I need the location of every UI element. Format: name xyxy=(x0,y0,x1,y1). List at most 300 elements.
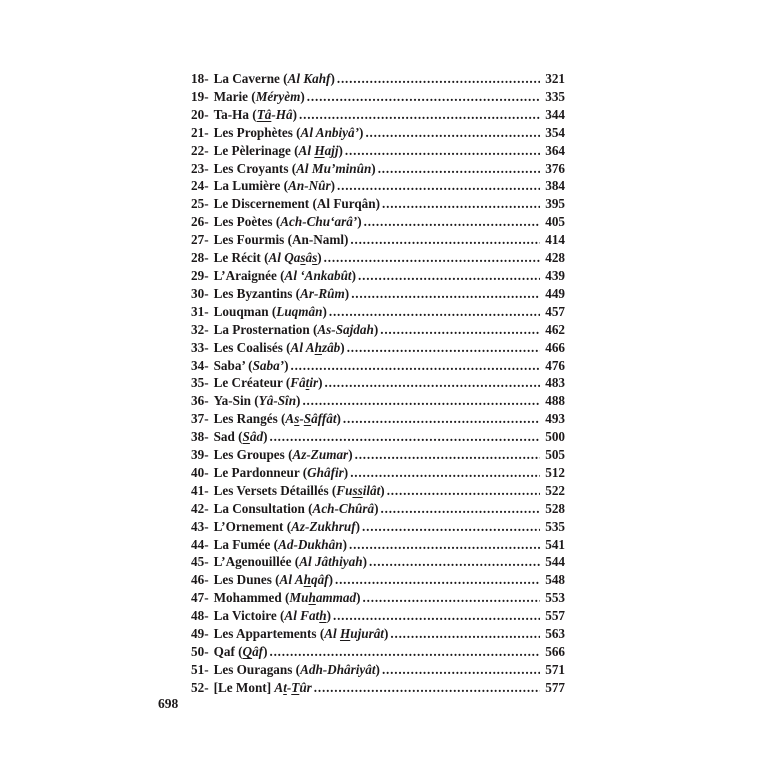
toc-entry-title-segment: ) xyxy=(359,124,364,140)
toc-entry-title-segment: As-Sajdah xyxy=(317,321,374,337)
toc-entry-title-segment: La Fumée ( xyxy=(213,536,279,552)
dot-leader xyxy=(329,303,540,321)
toc-entry-page: 512 xyxy=(545,464,565,480)
toc-entry-title xyxy=(214,410,341,428)
toc-entry-title-segment: ) xyxy=(351,267,356,283)
toc-entry-title-segment: Adh-Dhâriyât xyxy=(300,661,376,677)
toc-entry-title-segment: Ach-Chu‘arâ’ xyxy=(280,214,358,230)
toc-entry-title-segment: h xyxy=(319,608,327,624)
toc-entry-title-segment: ) xyxy=(284,357,289,373)
toc-entry-title xyxy=(214,428,268,446)
toc-entry xyxy=(191,446,565,464)
toc-entry-page: 462 xyxy=(545,321,565,337)
toc-entry-page: 488 xyxy=(545,393,565,409)
dot-leader xyxy=(337,177,540,195)
toc-entry xyxy=(191,518,565,536)
toc-entry-title-segment: Marie ( xyxy=(213,88,256,104)
toc-entry xyxy=(191,160,565,178)
dot-leader xyxy=(378,160,541,178)
toc-entry-title-segment: ) xyxy=(328,572,333,588)
toc-entry-title xyxy=(214,124,364,142)
toc-entry-page: 335 xyxy=(545,88,565,104)
dot-leader xyxy=(381,500,541,518)
toc-entry-title xyxy=(214,142,343,160)
toc-entry-title-segment: La Consultation ( xyxy=(213,500,313,516)
toc-entry-title-segment: Le Discernement (Al Furqân) xyxy=(213,196,381,212)
toc-entry-title-segment: ) xyxy=(362,554,367,570)
toc-entry-title xyxy=(214,464,349,482)
toc-entry xyxy=(191,482,565,500)
toc-entry xyxy=(191,88,565,106)
toc-entry xyxy=(191,392,565,410)
toc-entry-title xyxy=(214,321,379,339)
toc-entry-title-segment: La Prosternation ( xyxy=(213,321,318,337)
toc-entry-title xyxy=(214,446,353,464)
toc-entry-title-segment: s xyxy=(300,250,306,266)
toc-entry-page: 414 xyxy=(545,232,565,248)
toc-entry xyxy=(191,553,565,571)
toc-entry-page: 449 xyxy=(545,285,565,301)
dot-leader xyxy=(355,446,541,464)
dot-leader xyxy=(299,106,540,124)
toc-entry xyxy=(191,267,565,285)
toc-entry-title-segment: A xyxy=(285,411,295,427)
toc-entry-page: 522 xyxy=(545,482,565,498)
dot-leader xyxy=(387,482,541,500)
toc-entry-title-segment: ) xyxy=(317,250,322,266)
toc-entry-title xyxy=(214,231,349,249)
toc-entry-title-segment: Les Appartements ( xyxy=(213,626,325,642)
toc-entry-title xyxy=(214,392,301,410)
toc-entry-page: 557 xyxy=(545,608,565,624)
toc-entry-title-segment: Les Groupes ( xyxy=(213,447,293,463)
dot-leader xyxy=(333,607,540,625)
dot-leader xyxy=(314,679,540,697)
toc-entry-title-segment: Az-Zumar xyxy=(292,447,349,463)
toc-entry-title-segment: ujurât xyxy=(350,626,384,642)
dot-leader xyxy=(347,339,541,357)
toc-entry-title-segment: âffât xyxy=(311,411,337,427)
toc-entry-number: 44- xyxy=(191,536,209,552)
dot-leader xyxy=(380,321,540,339)
toc-entry-page: 364 xyxy=(545,142,565,158)
toc-entry-number: 35- xyxy=(191,375,209,391)
toc-entry-title-segment: S xyxy=(303,411,312,427)
toc-entry-title-segment: Saba’ xyxy=(252,357,285,373)
toc-entry-number: 19- xyxy=(191,88,209,104)
toc-entry-number: 47- xyxy=(191,590,209,606)
toc-entry-number: 20- xyxy=(191,106,209,122)
toc-entry-page: 428 xyxy=(545,250,565,266)
toc-entry xyxy=(191,428,565,446)
toc-entry-page: 457 xyxy=(545,303,565,319)
toc-entry-title-segment: Le Pèlerinage ( xyxy=(213,142,299,158)
toc-entry-page: 541 xyxy=(545,536,565,552)
toc-entry xyxy=(191,410,565,428)
toc-entry-number: 37- xyxy=(191,411,209,427)
toc-entry-title xyxy=(214,339,345,357)
dot-leader xyxy=(390,625,540,643)
toc-entry-title-segment: Les Croyants ( xyxy=(213,160,297,176)
toc-entry-title-segment: ) xyxy=(330,71,335,86)
toc-entry-title-segment: Les Ouragans ( xyxy=(213,661,301,677)
toc-entry-page: 544 xyxy=(545,554,565,570)
toc-entry-title-segment: ) xyxy=(263,644,268,659)
toc-entry-page: 553 xyxy=(545,590,565,606)
toc-entry-title-segment: ) xyxy=(340,339,345,355)
toc-entry-title xyxy=(214,357,289,375)
dot-leader xyxy=(351,285,540,303)
toc-entry-number: 40- xyxy=(191,464,209,480)
toc-entry-title-segment: Louqman ( xyxy=(213,303,277,319)
toc-entry-title-segment: Mohammed ( xyxy=(213,590,290,606)
toc-entry-title-segment: Al xyxy=(298,142,315,158)
dot-leader xyxy=(324,249,541,267)
toc-entry-title-segment: ) xyxy=(343,464,349,480)
toc-entry-title-segment: Les Rangés ( xyxy=(213,411,286,427)
toc-entry-number: 21- xyxy=(191,124,209,140)
toc-entry-title-segment: Al Mu’minûn xyxy=(296,160,372,176)
toc-entry-title-segment: Al Anbiyâ’ xyxy=(300,124,360,140)
toc-entry-title-segment: ûr xyxy=(299,679,312,695)
toc-entry-title-segment: ) xyxy=(348,447,353,463)
toc-entry-page: 535 xyxy=(545,518,565,534)
toc-entry-title xyxy=(214,607,331,625)
dot-leader xyxy=(269,643,540,661)
toc-entry-title-segment: T xyxy=(291,679,300,695)
toc-entry-title-segment: Les Poètes ( xyxy=(213,214,281,230)
dot-leader xyxy=(382,195,540,213)
toc-entry-title-segment: ) xyxy=(355,518,361,534)
toc-entry-number: 32- xyxy=(191,321,209,337)
toc-entry-title-segment: â xyxy=(305,250,313,266)
toc-entry-title-segment: Al Fat xyxy=(284,608,320,624)
toc-entry-number: 34- xyxy=(191,357,209,373)
dot-leader xyxy=(350,464,540,482)
toc-entry-title xyxy=(214,70,335,88)
dot-leader xyxy=(363,589,541,607)
toc-entry-title-segment: Méryèm xyxy=(255,88,301,104)
toc-entry xyxy=(191,213,565,231)
toc-entry-title-segment: ) xyxy=(300,88,305,104)
toc-entry-number: 43- xyxy=(191,518,209,534)
toc-entry-title-segment: Al Kahf xyxy=(287,71,331,86)
toc-entry-title-segment: Q xyxy=(242,644,253,659)
toc-entry-title-segment: Le Créateur ( xyxy=(213,375,291,391)
toc-entry-number: 38- xyxy=(191,429,209,445)
toc-entry-number: 48- xyxy=(191,608,209,624)
toc-entry-title xyxy=(214,679,312,697)
toc-entry xyxy=(191,374,565,392)
toc-entry xyxy=(191,571,565,589)
toc-entry xyxy=(191,464,565,482)
toc-entry-title-segment: La Caverne ( xyxy=(213,71,288,86)
toc-entry xyxy=(191,643,565,661)
toc-entry-number: 36- xyxy=(191,393,209,409)
toc-entry-title-segment: Saba’ ( xyxy=(213,357,253,373)
toc-entry xyxy=(191,195,565,213)
toc-entry-page: 476 xyxy=(545,357,565,373)
toc-entry-title-segment: Le Récit ( xyxy=(213,250,269,266)
toc-entry-number: 33- xyxy=(191,339,209,355)
toc-entry-title-segment: Les Versets Détaillés ( xyxy=(213,482,337,498)
toc-entry-title-segment: Al Qa xyxy=(268,250,301,266)
toc-entry-title-segment: La Lumière ( xyxy=(213,178,289,194)
toc-entry-title xyxy=(214,267,356,285)
toc-entry-title-segment: Ar-Rûm xyxy=(300,285,345,301)
toc-entry-title xyxy=(214,213,362,231)
toc-list xyxy=(191,70,565,697)
toc-entry-page: 528 xyxy=(545,500,565,516)
toc-entry-number: 26- xyxy=(191,214,209,230)
toc-entry-title-segment: ss xyxy=(352,482,363,498)
toc-entry-page: 439 xyxy=(545,267,565,283)
toc-entry-title xyxy=(214,571,333,589)
toc-entry-title-segment: ) xyxy=(356,590,361,606)
toc-entry-title-segment: La Victoire ( xyxy=(213,608,285,624)
toc-entry-title xyxy=(214,482,385,500)
dot-leader xyxy=(345,142,540,160)
toc-entry-title-segment: qâf xyxy=(310,572,329,588)
toc-entry-title-segment: ) xyxy=(374,500,379,516)
toc-entry-page: 493 xyxy=(545,411,565,427)
toc-entry-title xyxy=(214,88,305,106)
toc-entry-title-segment: ) xyxy=(338,142,343,158)
toc-entry xyxy=(191,661,565,679)
toc-entry-title-segment: A xyxy=(274,679,284,695)
toc-entry-title-segment: ) xyxy=(326,608,331,624)
toc-entry-title-segment: t xyxy=(283,679,287,695)
toc-entry-title xyxy=(214,518,360,536)
dot-leader xyxy=(307,88,540,106)
toc-entry-title-segment: Ghâfir xyxy=(307,464,344,480)
toc-entry xyxy=(191,589,565,607)
toc-entry-title-segment: ) xyxy=(373,321,379,337)
dot-leader xyxy=(302,392,540,410)
toc-entry-title-segment: Les Coalisés ( xyxy=(213,339,291,355)
toc-entry-title-segment: Ad-Dukhân xyxy=(278,536,343,552)
dot-leader xyxy=(365,124,540,142)
toc-entry-title-segment: Ya-Sin ( xyxy=(213,393,259,409)
toc-entry-title-segment: ) xyxy=(342,536,347,552)
toc-entry-title-segment: ) xyxy=(322,303,327,319)
toc-entry-number: 28- xyxy=(191,250,209,266)
toc-entry-number: 23- xyxy=(191,160,209,176)
toc-entry-title-segment: Al Jâthiyah xyxy=(299,554,363,570)
toc-entry-title-segment: Tâ xyxy=(256,106,272,122)
dot-leader xyxy=(290,357,540,375)
toc-entry-title-segment: t xyxy=(305,375,310,391)
toc-entry-number: 25- xyxy=(191,196,209,212)
toc-entry-title-segment: ) xyxy=(344,285,350,301)
toc-entry xyxy=(191,357,565,375)
toc-entry-title-segment: Al A xyxy=(279,572,304,588)
toc-entry xyxy=(191,124,565,142)
toc-entry-number: 46- xyxy=(191,572,209,588)
toc-entry-number: 52- xyxy=(191,679,209,695)
dot-leader xyxy=(369,553,540,571)
toc-entry-title-segment: - xyxy=(299,411,304,427)
toc-entry-page: 344 xyxy=(545,106,565,122)
toc-entry xyxy=(191,177,565,195)
toc-entry-number: 42- xyxy=(191,500,209,516)
toc-entry-title-segment: Les Fourmis (An-Naml) xyxy=(213,232,349,248)
toc-entry-title-segment: Fâ xyxy=(290,375,306,391)
toc-entry-title-segment: [Le Mont] xyxy=(213,679,275,695)
toc-entry-title xyxy=(214,303,327,321)
toc-entry-title-segment: âd xyxy=(249,429,264,445)
toc-entry-title-segment: ir xyxy=(309,375,319,391)
toc-entry-title-segment: ) xyxy=(330,178,335,194)
toc-entry-title-segment: ) xyxy=(375,661,380,677)
toc-entry-page: 354 xyxy=(545,124,565,140)
dot-leader xyxy=(350,231,540,249)
toc-entry-title-segment: - xyxy=(286,679,292,695)
toc-entry-title xyxy=(214,374,323,392)
toc-entry-title-segment: ) xyxy=(318,375,323,391)
toc-entry-title-segment: Ach-Chûrâ xyxy=(312,500,375,516)
toc-entry-title-segment: H xyxy=(339,626,351,642)
toc-entry-number: 41- xyxy=(191,482,209,498)
toc-entry-page: 483 xyxy=(545,375,565,391)
toc-entry xyxy=(191,231,565,249)
toc-entry-page: 571 xyxy=(545,661,565,677)
toc-entry-title-segment: Az-Zukhruf xyxy=(291,518,356,534)
toc-entry-title-segment: S xyxy=(242,429,250,445)
dot-leader xyxy=(364,213,541,231)
toc-entry-title-segment: ) xyxy=(357,214,362,230)
toc-entry-title-segment: ammad xyxy=(315,590,357,606)
toc-entry-page: 321 xyxy=(545,71,565,86)
toc-entry-title xyxy=(214,589,361,607)
toc-entry-title-segment: L’Agenouillée ( xyxy=(213,554,300,570)
toc-entry xyxy=(191,249,565,267)
toc-entry-title-segment: H xyxy=(314,142,325,158)
toc-entry-title-segment: ) xyxy=(263,429,268,445)
toc-entry-page: 405 xyxy=(545,214,565,230)
toc-entry-title xyxy=(214,553,367,571)
toc-entry-title-segment: Les Prophètes ( xyxy=(213,124,301,140)
toc-entry-number: 29- xyxy=(191,267,209,283)
toc-entry-title-segment: Les Dunes ( xyxy=(213,572,280,588)
toc-entry-title-segment: ) xyxy=(383,626,389,642)
folio-page-number: 698 xyxy=(158,696,179,711)
toc-entry-title xyxy=(214,160,376,178)
toc-entry-title-segment: âf xyxy=(252,644,264,659)
toc-entry-title xyxy=(214,195,380,213)
toc-entry-number: 50- xyxy=(191,644,209,659)
toc-entry-title-segment: Sad ( xyxy=(213,429,243,445)
toc-entry-number: 22- xyxy=(191,142,209,158)
toc-entry-title-segment: Les Byzantins ( xyxy=(213,285,301,301)
toc-entry-title-segment: ajj xyxy=(324,142,339,158)
dot-leader xyxy=(269,428,540,446)
toc-entry-page: 577 xyxy=(545,679,565,695)
toc-entry-title-segment: h xyxy=(314,339,322,355)
dot-leader xyxy=(335,571,540,589)
dot-leader xyxy=(362,518,540,536)
toc-entry-number: 49- xyxy=(191,626,209,642)
toc-entry-title xyxy=(214,661,380,679)
toc-entry-title-segment: ) xyxy=(380,482,385,498)
toc-entry xyxy=(191,679,565,697)
dot-leader xyxy=(349,536,540,554)
toc-entry-title-segment: s xyxy=(294,411,300,427)
toc-entry xyxy=(191,536,565,554)
toc-entry xyxy=(191,285,565,303)
toc-entry xyxy=(191,339,565,357)
dot-leader xyxy=(325,374,541,392)
toc-entry-title-segment: -Hâ xyxy=(271,106,293,122)
toc-entry-title-segment: Al ‘Ankabût xyxy=(284,267,352,283)
toc-entry-page: 384 xyxy=(545,178,565,194)
toc-entry-page: 563 xyxy=(545,626,565,642)
toc-entry-title-segment: ) xyxy=(371,160,376,176)
toc-entry-title xyxy=(214,500,379,518)
toc-entry-title xyxy=(214,249,322,267)
toc-entry-number: 51- xyxy=(191,661,209,677)
toc-entry-title-segment: Al A xyxy=(290,339,315,355)
toc-entry-page: 566 xyxy=(545,644,565,659)
toc-entry-page: 395 xyxy=(545,196,565,212)
toc-entry-number: 39- xyxy=(191,447,209,463)
toc-entry-title-segment: Mu xyxy=(289,590,309,606)
toc-entry-page: 500 xyxy=(545,429,565,445)
toc-entry-title-segment: zâb xyxy=(321,339,341,355)
toc-entry-title-segment: h xyxy=(303,572,311,588)
toc-entry xyxy=(191,500,565,518)
toc-entry-title-segment: ) xyxy=(292,106,298,122)
toc-entry-number: 27- xyxy=(191,232,209,248)
toc-entry-title-segment: L’Ornement ( xyxy=(213,518,292,534)
toc-entry-title xyxy=(214,106,297,124)
dot-leader xyxy=(343,410,540,428)
toc-entry-number: 31- xyxy=(191,303,209,319)
toc-entry-title-segment: ) xyxy=(296,393,301,409)
toc-entry-page: 548 xyxy=(545,572,565,588)
toc-entry-title-segment: Ta-Ha ( xyxy=(213,106,257,122)
toc-entry-number: 24- xyxy=(191,178,209,194)
toc-entry-page: 505 xyxy=(545,447,565,463)
toc-entry xyxy=(191,607,565,625)
toc-entry xyxy=(191,625,565,643)
toc-entry-title xyxy=(214,643,268,661)
toc-entry-title-segment: s xyxy=(312,250,318,266)
toc-entry xyxy=(191,321,565,339)
toc-entry-title-segment: An-Nûr xyxy=(288,178,331,194)
toc-entry xyxy=(191,142,565,160)
toc-entry-title-segment: L’Araignée ( xyxy=(213,267,285,283)
toc-entry-title-segment: ) xyxy=(336,411,341,427)
toc-entry-title-segment: Fu xyxy=(336,482,353,498)
toc-entry xyxy=(191,106,565,124)
toc-entry-title-segment: Yâ-Sîn xyxy=(258,393,297,409)
dot-leader xyxy=(382,661,540,679)
dot-leader xyxy=(358,267,540,285)
toc-entry-title-segment: h xyxy=(308,590,316,606)
toc-entry-number: 30- xyxy=(191,285,209,301)
toc-entry-title xyxy=(214,285,350,303)
toc-entry-title xyxy=(214,536,347,554)
dot-leader xyxy=(337,70,540,88)
toc-entry-page: 376 xyxy=(545,160,565,176)
toc-entry-title-segment: Luqmân xyxy=(276,303,323,319)
toc-entry-number: 18- xyxy=(191,71,209,86)
toc-entry-title-segment: ilât xyxy=(362,482,381,498)
toc-entry-title xyxy=(214,625,389,643)
toc-entry-title-segment: Le Pardonneur ( xyxy=(213,464,308,480)
toc-entry-title-segment: Qaf ( xyxy=(213,644,243,659)
